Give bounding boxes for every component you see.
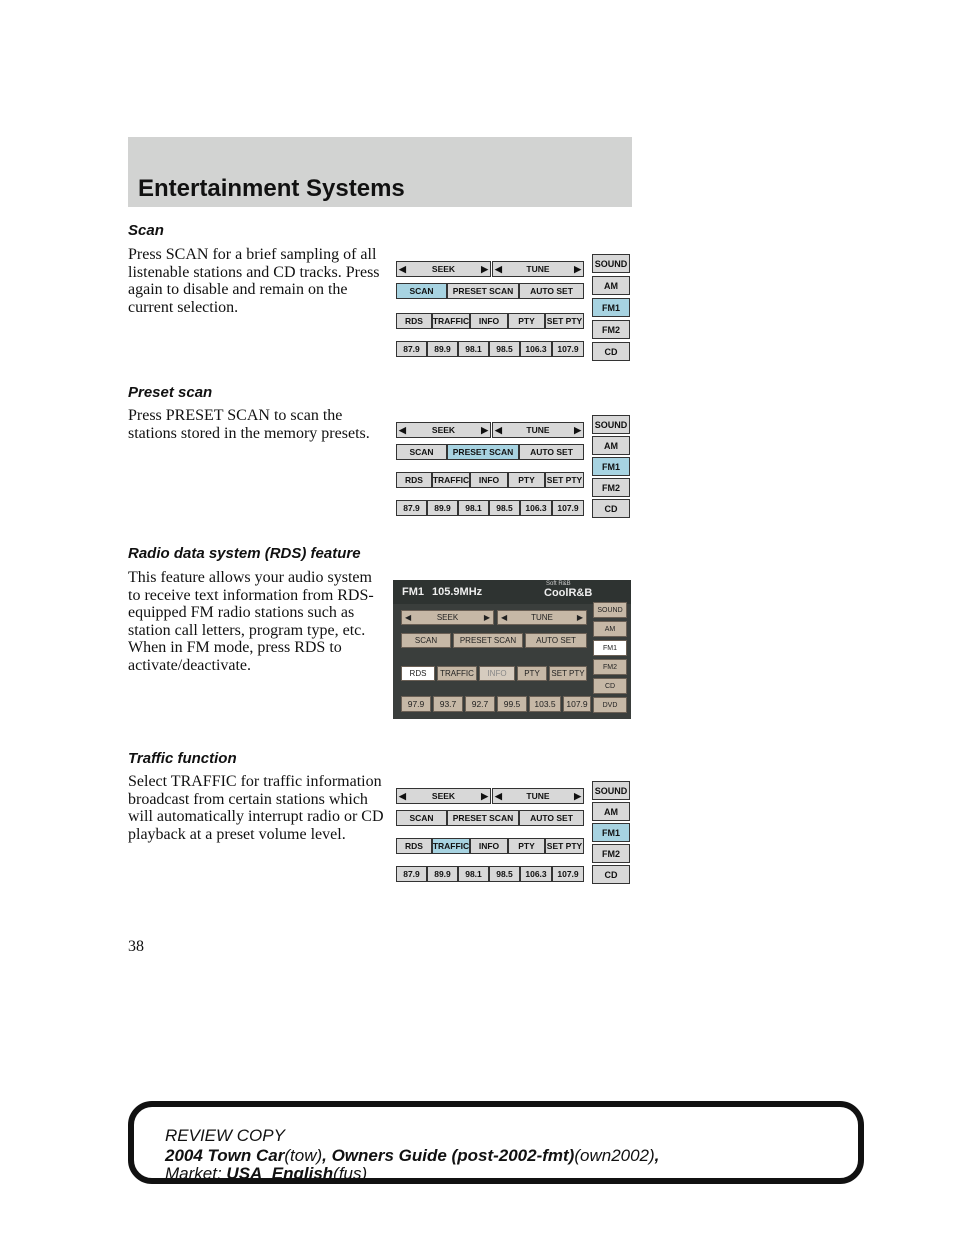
screen-preset-6[interactable]: 107.9 [563, 696, 591, 712]
screen-fm1-button[interactable]: FM1 [593, 640, 627, 656]
preset-5[interactable]: 106.3 [520, 341, 552, 357]
section-body-scan: Press SCAN for a brief sampling of all listenable stations and CD tracks. Press again to disable and remain on the current selection. [128, 246, 380, 316]
preset-2[interactable]: 89.9 [427, 500, 458, 516]
tune-right-icon: ▶ [574, 263, 581, 274]
screen-pty-button[interactable]: PTY [517, 666, 547, 681]
rds-button[interactable]: RDS [396, 838, 432, 854]
preset-scan-button[interactable]: PRESET SCAN [447, 444, 519, 460]
info-button[interactable]: INFO [470, 838, 508, 854]
pty-button[interactable]: PTY [508, 838, 545, 854]
radio-diagram-preset-scan [393, 415, 633, 521]
cd-button[interactable]: CD [592, 342, 630, 361]
scan-button[interactable]: SCAN [396, 810, 447, 826]
set-pty-button[interactable]: SET PTY [545, 313, 584, 329]
footer-market-line: Market: USA_English(fus) [165, 1164, 368, 1183]
screen-tune-button[interactable]: ◀ TUNE ▶ [497, 610, 587, 625]
preset-6[interactable]: 107.9 [552, 500, 584, 516]
seek-button[interactable]: ◀ SEEK ▶ [396, 261, 491, 277]
screen-program-type: Soft R&B [546, 581, 571, 587]
am-button[interactable]: AM [592, 802, 630, 821]
preset-4[interactable]: 98.5 [489, 341, 520, 357]
sound-button[interactable]: SOUND [592, 254, 630, 273]
tune-button[interactable]: ◀ TUNE ▶ [492, 422, 584, 438]
section-body-traffic: Select TRAFFIC for traffic information broadcast from certain stations which will automatically interrupt radio or CD playback at a preset volume level. [128, 773, 384, 843]
pty-button[interactable]: PTY [508, 313, 545, 329]
fm1-button[interactable]: FM1 [592, 298, 630, 317]
screen-frequency: 105.9MHz [432, 586, 483, 598]
section-heading-rds: Radio data system (RDS) feature [128, 545, 361, 562]
screen-status-bar [393, 580, 631, 604]
set-pty-button[interactable]: SET PTY [545, 838, 584, 854]
preset-3[interactable]: 98.1 [458, 500, 489, 516]
screen-preset-scan-button[interactable]: PRESET SCAN [453, 633, 523, 648]
preset-2[interactable]: 89.9 [427, 866, 458, 882]
fm1-button[interactable]: FM1 [592, 457, 630, 476]
fm2-button[interactable]: FM2 [592, 844, 630, 863]
preset-3[interactable]: 98.1 [458, 341, 489, 357]
seek-right-icon: ▶ [483, 613, 490, 622]
preset-6[interactable]: 107.9 [552, 866, 584, 882]
info-button[interactable]: INFO [470, 472, 508, 488]
preset-1[interactable]: 87.9 [396, 866, 427, 882]
header-bar [128, 137, 632, 207]
screen-info-button[interactable]: INFO [479, 666, 515, 681]
screen-seek-button[interactable]: ◀ SEEK ▶ [401, 610, 494, 625]
section-body-rds: This feature allows your audio system to receive text information from RDS-equipped FM radio stations such as station call letters, program type, etc. When in FM mode, press RDS to activate/deactivate. [128, 569, 374, 674]
seek-left-icon: ◀ [399, 424, 406, 435]
screen-preset-4[interactable]: 99.5 [497, 696, 527, 712]
auto-set-button[interactable]: AUTO SET [519, 444, 584, 460]
fm1-button[interactable]: FM1 [592, 823, 630, 842]
seek-button[interactable]: ◀ SEEK ▶ [396, 422, 491, 438]
scan-button[interactable]: SCAN [396, 283, 447, 299]
screen-set-pty-button[interactable]: SET PTY [549, 666, 587, 681]
preset-scan-button[interactable]: PRESET SCAN [447, 283, 519, 299]
sound-button[interactable]: SOUND [592, 781, 630, 800]
screen-preset-5[interactable]: 103.5 [529, 696, 561, 712]
tune-left-icon: ◀ [495, 263, 502, 274]
pty-button[interactable]: PTY [508, 472, 545, 488]
preset-2[interactable]: 89.9 [427, 341, 458, 357]
screen-cd-button[interactable]: CD [593, 678, 627, 694]
am-button[interactable]: AM [592, 276, 630, 295]
screen-sound-button[interactable]: SOUND [593, 602, 627, 618]
section-heading-traffic: Traffic function [128, 750, 237, 767]
preset-1[interactable]: 87.9 [396, 500, 427, 516]
traffic-button[interactable]: TRAFFIC [432, 472, 470, 488]
preset-1[interactable]: 87.9 [396, 341, 427, 357]
footer-guide-line: 2004 Town Car(tow), Owners Guide (post-2002-fmt)(own2002), [165, 1146, 660, 1165]
screen-preset-1[interactable]: 97.9 [401, 696, 431, 712]
traffic-button[interactable]: TRAFFIC [432, 838, 470, 854]
screen-preset-3[interactable]: 92.7 [465, 696, 495, 712]
auto-set-button[interactable]: AUTO SET [519, 810, 584, 826]
page-title: Entertainment Systems [138, 175, 405, 202]
screen-band: FM1 [402, 586, 424, 598]
screen-preset-2[interactable]: 93.7 [433, 696, 463, 712]
section-body-preset-scan: Press PRESET SCAN to scan the stations stored in the memory presets. [128, 407, 370, 442]
radio-diagram-scan [393, 254, 633, 360]
am-button[interactable]: AM [592, 436, 630, 455]
tune-right-icon: ▶ [574, 424, 581, 435]
screen-dvd-button[interactable]: DVD [593, 697, 627, 713]
cd-button[interactable]: CD [592, 865, 630, 884]
screen-scan-button[interactable]: SCAN [401, 633, 451, 648]
rds-button[interactable]: RDS [396, 472, 432, 488]
rds-button[interactable]: RDS [396, 313, 432, 329]
tune-button[interactable]: ◀ TUNE ▶ [492, 261, 584, 277]
scan-button[interactable]: SCAN [396, 444, 447, 460]
page-number: 38 [128, 938, 144, 955]
preset-5[interactable]: 106.3 [520, 866, 552, 882]
rds-screen [393, 580, 631, 719]
tune-button[interactable]: ◀ TUNE ▶ [492, 788, 584, 804]
screen-auto-set-button[interactable]: AUTO SET [525, 633, 587, 648]
seek-left-icon: ◀ [399, 263, 406, 274]
seek-left-icon: ◀ [405, 613, 412, 622]
preset-4[interactable]: 98.5 [489, 866, 520, 882]
preset-5[interactable]: 106.3 [520, 500, 552, 516]
screen-am-button[interactable]: AM [593, 621, 627, 637]
fm2-button[interactable]: FM2 [592, 478, 630, 497]
sound-button[interactable]: SOUND [592, 415, 630, 434]
seek-right-icon: ▶ [481, 790, 488, 801]
fm2-button[interactable]: FM2 [592, 320, 630, 339]
info-button[interactable]: INFO [470, 313, 508, 329]
tune-left-icon: ◀ [495, 790, 502, 801]
screen-traffic-button[interactable]: TRAFFIC [437, 666, 477, 681]
seek-right-icon: ▶ [481, 263, 488, 274]
tune-right-icon: ▶ [574, 790, 581, 801]
screen-rds-button[interactable]: RDS [401, 666, 435, 681]
tune-left-icon: ◀ [495, 424, 502, 435]
tune-left-icon: ◀ [501, 613, 508, 622]
set-pty-button[interactable]: SET PTY [545, 472, 584, 488]
section-heading-preset-scan: Preset scan [128, 384, 213, 401]
auto-set-button[interactable]: AUTO SET [519, 283, 584, 299]
preset-scan-button[interactable]: PRESET SCAN [447, 810, 519, 826]
seek-right-icon: ▶ [481, 424, 488, 435]
screen-fm2-button[interactable]: FM2 [593, 659, 627, 675]
footer-review-copy: REVIEW COPY [165, 1126, 285, 1145]
preset-4[interactable]: 98.5 [489, 500, 520, 516]
preset-3[interactable]: 98.1 [458, 866, 489, 882]
radio-diagram-traffic [393, 781, 633, 887]
preset-6[interactable]: 107.9 [552, 341, 584, 357]
seek-button[interactable]: ◀ SEEK ▶ [396, 788, 491, 804]
traffic-button[interactable]: TRAFFIC [432, 313, 470, 329]
cd-button[interactable]: CD [592, 499, 630, 518]
seek-left-icon: ◀ [399, 790, 406, 801]
tune-right-icon: ▶ [576, 613, 583, 622]
section-heading-scan: Scan [128, 222, 164, 239]
screen-station-name: CoolR&B [544, 587, 593, 599]
